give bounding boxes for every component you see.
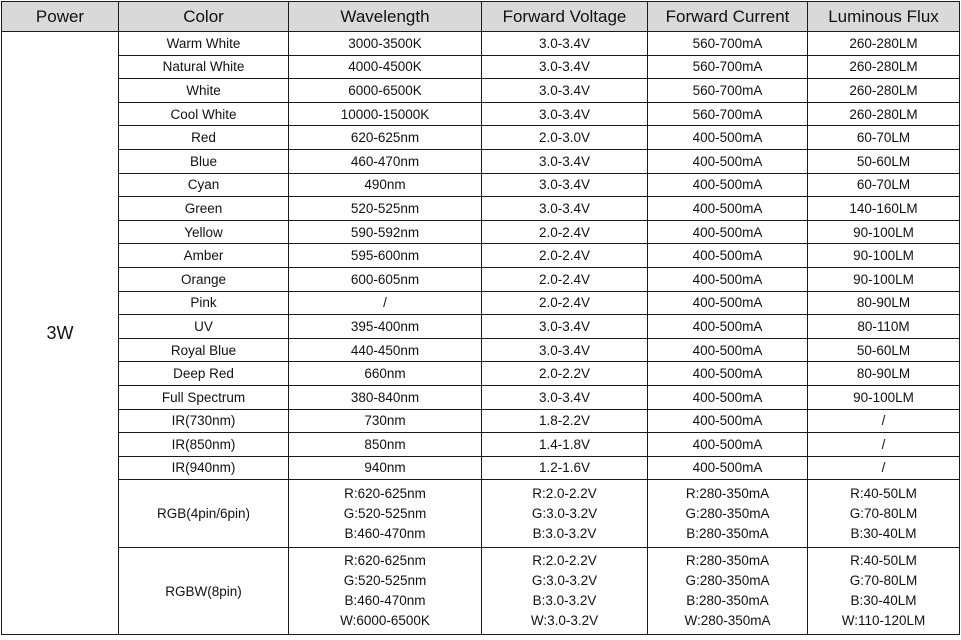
cell-flux: 90-100LM (808, 267, 960, 291)
cell-flux: 260-280LM (808, 55, 960, 79)
cell-flux: 260-280LM (808, 79, 960, 103)
cell-flux: 260-280LM (808, 32, 960, 56)
cell-wavelength: 460-470nm (289, 149, 482, 173)
cell-wavelength: 440-450nm (289, 338, 482, 362)
cell-voltage: 2.0-2.4V (482, 267, 648, 291)
table-row (2, 456, 960, 480)
cell-line: B:280-350mA (686, 525, 769, 541)
cell-color: Cool White (119, 102, 289, 126)
table-row (2, 433, 960, 457)
table-row (2, 102, 960, 126)
cell-color: RGB(4pin/6pin) (119, 480, 289, 548)
table-row (2, 362, 960, 386)
cell-wavelength: 10000-15000K (289, 102, 482, 126)
cell-line: B:3.0-3.2V (532, 593, 597, 609)
table-row (2, 79, 960, 103)
cell-line: R:280-350mA (685, 553, 770, 569)
cell-current: 560-700mA (648, 102, 808, 126)
cell-line: G:520-525nm (343, 573, 427, 589)
cell-current: 400-500mA (648, 197, 808, 221)
cell-wavelength: 595-600nm (289, 244, 482, 268)
cell-voltage (482, 480, 648, 548)
cell-color: White (119, 79, 289, 103)
table-row (2, 315, 960, 339)
cell-color: Deep Red (119, 362, 289, 386)
cell-flux: / (808, 456, 960, 480)
cell-current: 400-500mA (648, 456, 808, 480)
cell-line: G:280-350mA (685, 505, 770, 521)
cell-voltage: 2.0-2.4V (482, 244, 648, 268)
cell-current: 560-700mA (648, 32, 808, 56)
cell-flux: 80-90LM (808, 362, 960, 386)
header-row (2, 2, 960, 32)
cell-voltage: 1.2-1.6V (482, 456, 648, 480)
table-row (2, 197, 960, 221)
cell-flux: 90-100LM (808, 244, 960, 268)
table-row (2, 32, 960, 56)
cell-wavelength: 730nm (289, 409, 482, 433)
cell-voltage: 3.0-3.4V (482, 315, 648, 339)
cell-flux: 90-100LM (808, 220, 960, 244)
cell-wavelength: 6000-6500K (289, 79, 482, 103)
table-row (2, 385, 960, 409)
cell-color: Orange (119, 267, 289, 291)
cell-voltage: 2.0-3.0V (482, 126, 648, 150)
cell-voltage: 1.8-2.2V (482, 409, 648, 433)
cell-voltage: 3.0-3.4V (482, 32, 648, 56)
cell-line: R:620-625nm (344, 485, 426, 501)
cell-flux: / (808, 433, 960, 457)
cell-current: 400-500mA (648, 362, 808, 386)
cell-wavelength: 4000-4500K (289, 55, 482, 79)
led-spec-table (1, 1, 960, 635)
cell-line: R:40-50LM (850, 553, 917, 569)
cell-current: 400-500mA (648, 291, 808, 315)
cell-flux: 50-60LM (808, 338, 960, 362)
cell-voltage: 3.0-3.4V (482, 149, 648, 173)
cell-wavelength (289, 480, 482, 548)
cell-current: 560-700mA (648, 55, 808, 79)
cell-line: G:70-80LM (849, 505, 918, 521)
cell-flux: 260-280LM (808, 102, 960, 126)
table-row (2, 244, 960, 268)
cell-wavelength: 490nm (289, 173, 482, 197)
power-cell: 3W (2, 32, 119, 635)
cell-flux (808, 548, 960, 635)
cell-wavelength: 3000-3500K (289, 32, 482, 56)
cell-current: 400-500mA (648, 149, 808, 173)
header-power: Power (2, 2, 119, 32)
cell-current: 400-500mA (648, 385, 808, 409)
header-forward-current: Forward Current (648, 2, 808, 32)
table-row (2, 291, 960, 315)
table-row (2, 173, 960, 197)
cell-voltage: 2.0-2.2V (482, 362, 648, 386)
cell-flux: 80-110M (808, 315, 960, 339)
cell-line: R:280-350mA (685, 485, 770, 501)
cell-current: 400-500mA (648, 267, 808, 291)
cell-wavelength: 600-605nm (289, 267, 482, 291)
cell-line: B:30-40LM (850, 593, 917, 609)
cell-line: G:3.0-3.2V (531, 505, 598, 521)
cell-color: IR(730nm) (119, 409, 289, 433)
cell-current: 400-500mA (648, 433, 808, 457)
cell-color: Red (119, 126, 289, 150)
header-color: Color (119, 2, 289, 32)
cell-current: 400-500mA (648, 244, 808, 268)
cell-current: 400-500mA (648, 315, 808, 339)
cell-current: 400-500mA (648, 220, 808, 244)
cell-voltage (482, 548, 648, 635)
cell-flux: 60-70LM (808, 126, 960, 150)
table-row-rgb (2, 480, 960, 548)
cell-color: Blue (119, 149, 289, 173)
cell-wavelength: 380-840nm (289, 385, 482, 409)
cell-wavelength: 520-525nm (289, 197, 482, 221)
cell-voltage: 3.0-3.4V (482, 173, 648, 197)
cell-line: W:280-350mA (684, 613, 771, 629)
cell-voltage: 2.0-2.4V (482, 220, 648, 244)
cell-line: G:520-525nm (343, 505, 427, 521)
cell-current (648, 480, 808, 548)
cell-line: B:280-350mA (686, 593, 769, 609)
table-row (2, 220, 960, 244)
cell-line: B:3.0-3.2V (532, 525, 597, 541)
cell-color: Amber (119, 244, 289, 268)
cell-color: UV (119, 315, 289, 339)
cell-line: R:40-50LM (850, 485, 917, 501)
cell-voltage: 1.4-1.8V (482, 433, 648, 457)
cell-voltage: 3.0-3.4V (482, 79, 648, 103)
table-row (2, 55, 960, 79)
cell-wavelength: 395-400nm (289, 315, 482, 339)
cell-line: B:460-470nm (344, 525, 426, 541)
cell-color: Cyan (119, 173, 289, 197)
cell-current (648, 548, 808, 635)
cell-flux: 50-60LM (808, 149, 960, 173)
cell-color: Full Spectrum (119, 385, 289, 409)
header-wavelength: Wavelength (289, 2, 482, 32)
cell-line: W:110-120LM (841, 613, 926, 629)
cell-voltage: 3.0-3.4V (482, 338, 648, 362)
cell-color: IR(850nm) (119, 433, 289, 457)
cell-wavelength: 620-625nm (289, 126, 482, 150)
cell-flux: / (808, 409, 960, 433)
cell-flux: 60-70LM (808, 173, 960, 197)
table-row (2, 149, 960, 173)
cell-color: RGBW(8pin) (119, 548, 289, 635)
cell-line: R:2.0-2.2V (532, 485, 597, 501)
cell-current: 400-500mA (648, 338, 808, 362)
cell-flux: 80-90LM (808, 291, 960, 315)
cell-color: IR(940nm) (119, 456, 289, 480)
cell-line: G:3.0-3.2V (531, 573, 598, 589)
cell-line: W:3.0-3.2V (530, 613, 599, 629)
cell-line: B:460-470nm (344, 593, 426, 609)
cell-voltage: 3.0-3.4V (482, 197, 648, 221)
table-row-rgbw (2, 548, 960, 635)
table-row (2, 409, 960, 433)
cell-color: Green (119, 197, 289, 221)
cell-flux: 140-160LM (808, 197, 960, 221)
cell-flux: 90-100LM (808, 385, 960, 409)
cell-line: G:70-80LM (849, 573, 918, 589)
cell-current: 560-700mA (648, 79, 808, 103)
cell-current: 400-500mA (648, 126, 808, 150)
cell-wavelength: 660nm (289, 362, 482, 386)
cell-current: 400-500mA (648, 173, 808, 197)
header-luminous-flux: Luminous Flux (808, 2, 960, 32)
cell-line: W:6000-6500K (340, 613, 430, 629)
cell-line: R:620-625nm (344, 553, 426, 569)
header-forward-voltage: Forward Voltage (482, 2, 648, 32)
cell-wavelength: 850nm (289, 433, 482, 457)
cell-color: Royal Blue (119, 338, 289, 362)
cell-wavelength: / (289, 291, 482, 315)
cell-line: B:30-40LM (850, 525, 917, 541)
cell-wavelength: 590-592nm (289, 220, 482, 244)
cell-current: 400-500mA (648, 409, 808, 433)
cell-voltage: 3.0-3.4V (482, 55, 648, 79)
table-row (2, 338, 960, 362)
cell-color: Yellow (119, 220, 289, 244)
cell-wavelength (289, 548, 482, 635)
cell-wavelength: 940nm (289, 456, 482, 480)
cell-voltage: 3.0-3.4V (482, 102, 648, 126)
table-row (2, 267, 960, 291)
cell-flux (808, 480, 960, 548)
cell-color: Pink (119, 291, 289, 315)
cell-voltage: 3.0-3.4V (482, 385, 648, 409)
cell-color: Natural White (119, 55, 289, 79)
cell-line: G:280-350mA (685, 573, 770, 589)
table-row (2, 126, 960, 150)
cell-line: R:2.0-2.2V (532, 553, 597, 569)
cell-color: Warm White (119, 32, 289, 56)
cell-voltage: 2.0-2.4V (482, 291, 648, 315)
